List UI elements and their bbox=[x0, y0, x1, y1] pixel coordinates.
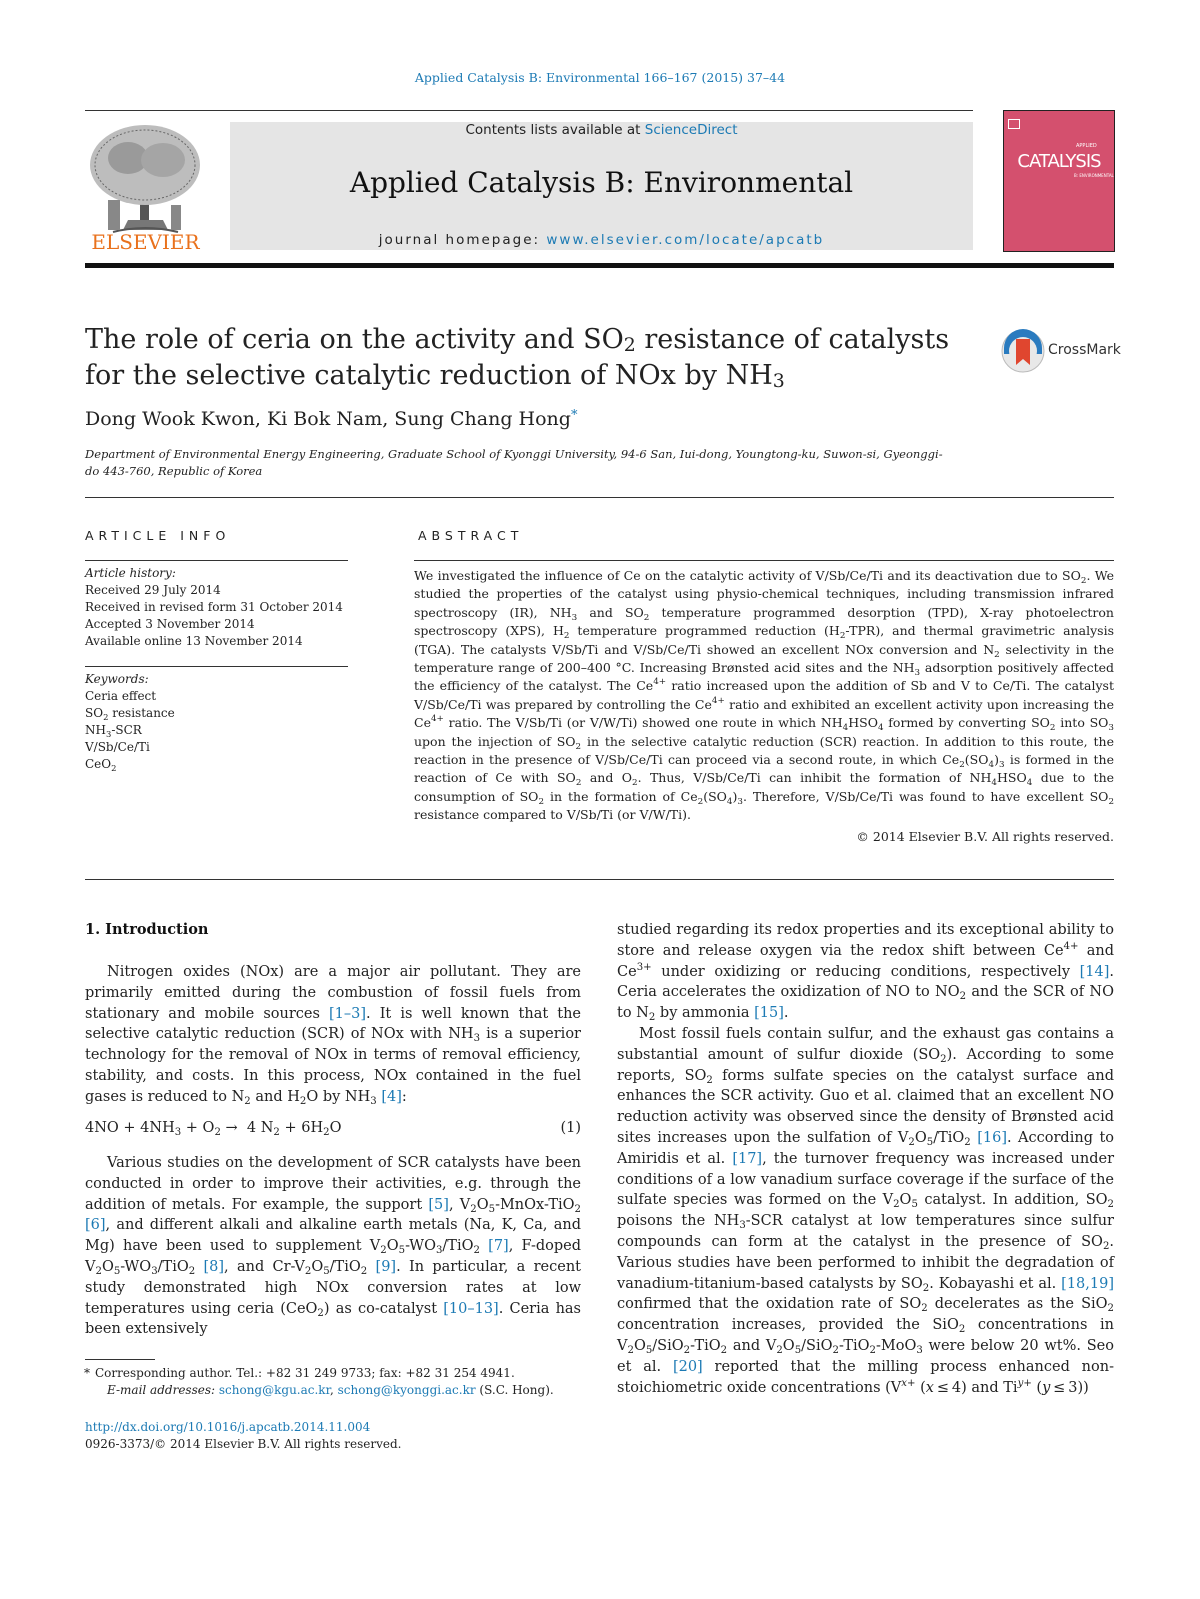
intro-left-para-2: Various studies on the development of SCR catalysts have been conducted in order to improve their activities, e.g. through the addition of metals. For example, the support [5], $V_2O_5-MnOx-TiO_2$ [6], and different alkali and alkaline earth metals (Na, K, Ca, and Mg) have been used to supplement $V_2O_5-WO_3/TiO_2$ [7], F-doped $V_2O_5-WO_3/TiO_2$ [8], and $Cr-V_2O_5/TiO_2$ [9]. In particular, a recent study demonstrated high NOx conversion rates at low temperatures using ceria (CeO$_2$) as co-catalyst [10–13]. Ceria has been extensively bbox=[85, 1155, 582, 1338]
header-thick-rule bbox=[85, 263, 1114, 268]
homepage-line bbox=[230, 232, 973, 248]
article-info-rule bbox=[85, 560, 348, 561]
ref-1-3[interactable]: [1–3] bbox=[329, 1005, 367, 1022]
ref-18-19[interactable]: [18,19] bbox=[1061, 1275, 1114, 1292]
keyword-vsbceti: V/Sb/Ce/Ti bbox=[85, 740, 150, 754]
ref-6[interactable]: [6] bbox=[85, 1217, 106, 1234]
authors: Dong Wook Kwon, Ki Bok Nam, Sung Chang Hong* bbox=[85, 408, 578, 430]
abstract-copyright: © 2014 Elsevier B.V. All rights reserved. bbox=[856, 829, 1114, 844]
keyword-nh3-scr: $NH_3$-SCR bbox=[85, 723, 142, 739]
ref-4[interactable]: [4] bbox=[381, 1088, 402, 1105]
ref-20[interactable]: [20] bbox=[672, 1358, 703, 1375]
abstract-rule bbox=[414, 560, 1114, 561]
ref-5[interactable]: [5] bbox=[428, 1196, 449, 1213]
footnote-rule bbox=[85, 1359, 155, 1360]
ref-9[interactable]: [9] bbox=[375, 1258, 397, 1275]
affiliation: Department of Environmental Energy Engineering, Graduate School of Kyonggi University, 94-6 San, Iui-dong, Youngtong-ku, Suwon-si, Gyeonggi-do 443-760, Republic of Korea bbox=[85, 447, 943, 478]
intro-left-para-1: Nitrogen oxides (NOx) are a major air pollutant. They are primarily emitted during the combustion of fossil fuels from stationary and mobile sources [1–3]. It is well known that the selective catalytic reduction (SCR) of NOx with $NH_3$ is a superior technology for the removal of NOx in terms of removal efficiency, stability, and costs. In this process, NOx contained in the fuel gases is reduced to $N_2$ and $H_2O$ by $NH_3$ [4]: bbox=[85, 964, 581, 1107]
keywords bbox=[85, 671, 350, 773]
doi-block bbox=[85, 1419, 401, 1453]
ref-17[interactable]: [17] bbox=[732, 1150, 763, 1167]
ref-7[interactable]: [7] bbox=[488, 1238, 509, 1255]
footnote-emails: E-mail addresses: schong@kgu.ac.kr, schong@kyonggi.ac.kr (S.C. Hong). bbox=[107, 1383, 554, 1397]
contents-prefix: Contents lists available at bbox=[465, 122, 645, 138]
doi-link[interactable]: http://dx.doi.org/10.1016/j.apcatb.2014.11.004 bbox=[85, 1420, 371, 1434]
header-rule bbox=[85, 110, 973, 111]
ref-10-13[interactable]: [10–13] bbox=[443, 1300, 499, 1317]
journal-citation[interactable]: Applied Catalysis B: Environmental 166–167 (2015) 37–44 bbox=[414, 70, 786, 85]
crossmark-badge[interactable] bbox=[1000, 328, 1120, 374]
divider-after-abstract bbox=[85, 879, 1114, 880]
crossmark-label: CrossMark bbox=[1048, 342, 1121, 358]
crossmark-icon bbox=[1000, 328, 1046, 374]
journal-cover-image[interactable] bbox=[1003, 110, 1115, 252]
equation-1 bbox=[85, 1120, 581, 1136]
abstract-heading: ABSTRACT bbox=[418, 528, 524, 543]
sciencedirect-link[interactable]: ScienceDirect bbox=[644, 122, 738, 138]
email-link-2[interactable]: schong@kyonggi.ac.kr bbox=[337, 1383, 476, 1397]
article-info-heading: ARTICLE INFO bbox=[85, 528, 231, 543]
keywords-label: Keywords: bbox=[85, 672, 149, 686]
email-link-1[interactable]: schong@kgu.ac.kr bbox=[218, 1383, 330, 1397]
journal-title: Applied Catalysis B: Environmental bbox=[349, 166, 854, 199]
divider-after-affiliation bbox=[85, 497, 1114, 498]
cover-applied-text: APPLIED bbox=[1076, 143, 1097, 149]
issn-copyright: 0926-3373/© 2014 Elsevier B.V. All rights reserved. bbox=[85, 1437, 402, 1451]
cover-title: CATALYSIS bbox=[1017, 151, 1101, 172]
history-received: Received 29 July 2014 bbox=[85, 583, 221, 597]
corresponding-author-mark[interactable]: * bbox=[570, 408, 578, 423]
cover-subtitle: B: ENVIRONMENTAL bbox=[1074, 173, 1114, 178]
footnote-corresponding: * Corresponding author. Tel.: +82 31 249 9733; fax: +82 31 254 4941. bbox=[84, 1366, 515, 1380]
article-history bbox=[85, 565, 350, 650]
introduction-heading: 1. Introduction bbox=[85, 921, 209, 938]
journal-banner bbox=[230, 122, 973, 250]
elsevier-logo bbox=[83, 120, 208, 255]
abstract-text: We investigated the influence of Ce on the catalytic activity of V/Sb/Ce/Ti and its deactivation due to $SO_2$. We studied the properties of the catalyst using physio-chemical techniques, including transmission infrared spectroscopy (IR), $NH_3$ and $SO_2$ temperature programmed desorption (TPD), X-ray photoelectron spectroscopy (XPS), $H_2$ temperature programmed reduction $(H_2-TPR)$, and thermal gravimetric analysis (TGA). The catalysts V/Sb/Ti and V/Sb/Ce/Ti showed an excellent NOx conversion and $N_2$ selectivity in the temperature range of 200–400 °C. Increasing Brønsted acid sites and the $NH_3$ adsorption positively affected the efficiency of the catalyst. The $Ce^{4+}$ ratio increased upon the addition of Sb and V to Ce/Ti. The catalyst V/Sb/Ce/Ti was prepared by controlling the $Ce^{4+}$ ratio and exhibited an excellent activity upon increasing the $Ce^{4+}$ ratio. The V/Sb/Ti (or V/W/Ti) showed one route in which $NH_4HSO_4$ formed by converting $SO_2$ into $SO_3$ upon the injection of $SO_2$ in the selective catalytic reduction (SCR) reaction. In addition to this route, the reaction in the presence of V/Sb/Ce/Ti can proceed via a second route, in which $Ce_2(SO_4)_3$ is formed in the reaction of Ce with $SO_2$ and $O_2$. Thus, V/Sb/Ce/Ti can inhibit the formation of $NH_4HSO_4$ due to the consumption of $SO_2$ in the formation of $Ce_2(SO_4)_3$. Therefore, V/Sb/Ce/Ti was found to have excellent $SO_2$ resistance compared to V/Sb/Ti (or V/W/Ti). bbox=[414, 568, 1115, 823]
ref-8[interactable]: [8] bbox=[203, 1258, 225, 1275]
ref-16[interactable]: [16] bbox=[977, 1129, 1007, 1146]
history-accepted: Accepted 3 November 2014 bbox=[85, 617, 255, 631]
equation-expression: $4NO + 4NH_3 + O_2 \to 4$ $N_2 + 6H_2O$ bbox=[85, 1120, 342, 1138]
history-revised: Received in revised form 31 October 2014 bbox=[85, 600, 343, 614]
elsevier-wordmark: ELSEVIER bbox=[91, 230, 200, 254]
intro-right-column: studied regarding its redox properties and its exceptional ability to store and release oxygen via the redox shift between $Ce^{4+}$ and $Ce^{3+}$ under oxidizing or reducing conditions, respectively [14]. Ceria accelerates the oxidization of NO to $NO_2$ and the SCR of NO to $N_2$ by ammonia [15]. Most fossil fuels contain sulfur, and the exhaust gas contains a substantial amount of sulfur dioxide $(SO_2)$. According to some reports, $SO_2$ forms sulfate species on the catalyst surface and enhances the SCR activity. Guo et al. claimed that an excellent NO reduction activity was observed since the density of Brønsted acid sites increases upon the sulfation of $V_2O_5/TiO_2$ [16]. According to Amiridis et al. [17], the turnover frequency was increased under conditions of a low vanadium surface coverage if the surface of the sulfate species was formed on the $V_2O_5$ catalyst. In addition, $SO_2$ poisons the $NH_3$-SCR catalyst at low temperatures since sulfur compounds can form at the catalyst in the presence of $SO_2$. Various studies have been performed to inhibit the degradation of vanadium-titanium-based catalysts by $SO_2$. Kobayashi et al. [18,19] confirmed that the oxidation rate of $SO_2$ decelerates as the SiO$_2$ concentration increases, provided the SiO$_2$ concentrations in $V_2O_5/SiO_2-TiO_2$ and $V_2O_5/SiO_2-TiO_2-MoO_3$ were below 20 wt%. Seo et al. [20] reported that the milling process enhanced non-stoichiometric oxide concentrations ($V^{x+}$ (x ≤ 4) and $Ti^{y+}$ (y ≤ 3)) bbox=[617, 922, 1114, 1396]
article-title: The role of ceria on the activity and $SO_2$ resistance of catalysts for the selective catalytic reduction of NOx by $NH_3$ bbox=[85, 324, 950, 392]
keyword-ceria-effect: Ceria effect bbox=[85, 689, 157, 703]
ref-14[interactable]: [14] bbox=[1079, 963, 1110, 980]
history-online: Available online 13 November 2014 bbox=[85, 634, 303, 648]
keyword-ceo2: CeO$_2$ bbox=[85, 757, 117, 773]
contents-line bbox=[230, 122, 973, 138]
homepage-link[interactable]: www.elsevier.com/locate/apcatb bbox=[546, 232, 825, 248]
cover-emblem-icon bbox=[1008, 119, 1020, 129]
footnote bbox=[84, 1365, 595, 1399]
keywords-rule bbox=[85, 666, 348, 667]
keyword-so2-resistance: $SO_2$ resistance bbox=[85, 706, 175, 722]
equation-number: (1) bbox=[560, 1120, 581, 1136]
ref-15[interactable]: [15] bbox=[754, 1005, 784, 1022]
homepage-prefix: journal homepage: bbox=[378, 232, 547, 248]
history-label: Article history: bbox=[85, 566, 176, 580]
